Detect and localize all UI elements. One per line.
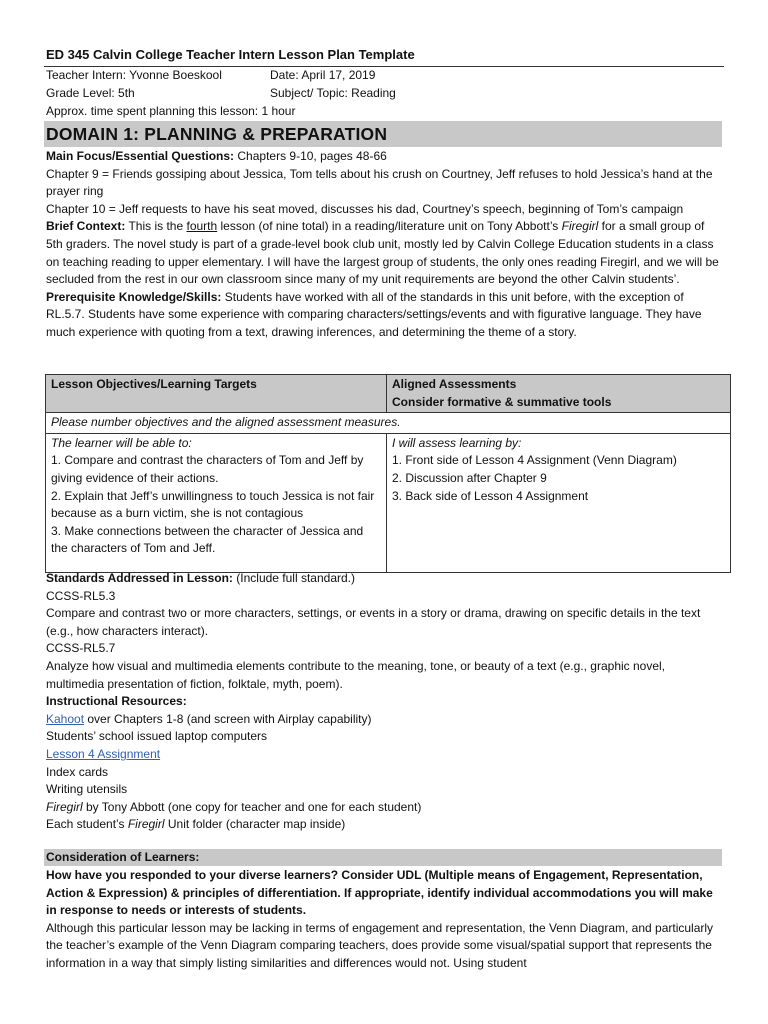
resource-firegirl <box>46 799 726 817</box>
objective-item: 3. Make connections between the character of Jessica and the characters of Tom and Jeff. <box>51 523 364 556</box>
objectives-table-header <box>46 375 731 413</box>
folder-text-rest: Unit folder (character map inside) <box>164 817 346 832</box>
standards-resources-section <box>46 570 726 834</box>
standard-text: Compare and contrast two or more characters, settings, or events in a story or drama, drawing on specific details in the text (e.g., how characters interact). <box>46 606 701 638</box>
document-title: ED 345 Calvin College Teacher Intern Lesson Plan Template <box>46 47 415 62</box>
standards-heading <box>46 570 726 588</box>
folder-firegirl-title: Firegirl <box>127 817 165 832</box>
standards-label: Standards Addressed in Lesson: <box>46 571 233 585</box>
standard-code: CCSS-RL5.7 <box>46 641 116 656</box>
chapter-10-summary: Chapter 10 = Jeff requests to have his seat moved, discusses his dad, Courtney’s speech, beginning of Tom’s campaign <box>46 201 684 216</box>
subject-topic: Subject/ Topic: Reading <box>270 86 396 100</box>
objective-item: 2. Explain that Jeff’s unwillingness to touch Jessica is not fair because as a burn victim, she is not contagious <box>51 488 375 521</box>
objectives-header: Lesson Objectives/Learning Targets <box>46 375 387 413</box>
objectives-table <box>45 374 731 573</box>
objective-item: 1. Compare and contrast the characters of Tom and Jeff by giving evidence of their actions. <box>51 453 364 485</box>
brief-context-text-3: for a small group of 5th graders. The novel study is part of a grade-level book club unit, mostly led by Calvin College Education students in a class on teaching reading to upper elementary. I will have the largest group of students, the only ones reading Firegirl, and we will be secluded from the rest in our own classroom since many of my unit requirements are beyond the other Calvin students’. <box>46 219 719 287</box>
grade-level: Grade Level: 5th <box>46 86 135 100</box>
firegirl-title: Firegirl <box>561 219 599 234</box>
teacher-intern: Teacher Intern: Yvonne Boeskool <box>46 68 222 82</box>
standard-code: CCSS-RL5.3 <box>46 588 116 603</box>
objectives-cell <box>46 433 387 572</box>
assessments-header-sub: Consider formative & summative tools <box>392 394 612 409</box>
prerequisite-label: Prerequisite Knowledge/Skills: <box>46 289 222 304</box>
learners-response: Although this particular lesson may be lacking in terms of engagement and representation, the Venn Diagram, and particularly the teacher’s example of the Venn Diagram comparing teachers, does provide some visual/spatial support that represents the information in a way that simply listing similarities and differences would not. Using student <box>46 920 714 970</box>
resource-item: Index cards <box>46 764 109 779</box>
resources-label: Instructional Resources: <box>46 694 187 709</box>
main-focus-label: Main Focus/Essential Questions: <box>46 149 235 163</box>
brief-context-label: Brief Context: <box>46 219 126 234</box>
assessment-item: 1. Front side of Lesson 4 Assignment (Venn Diagram) <box>392 453 677 468</box>
brief-context-text-1: This is the <box>125 219 187 234</box>
planning-section <box>46 148 722 342</box>
resource-folder <box>46 816 726 834</box>
kahoot-text: over Chapters 1-8 (and screen with Airplay capability) <box>84 711 372 726</box>
resource-item: Writing utensils <box>46 782 128 797</box>
prerequisite-knowledge <box>46 289 722 342</box>
learners-question: How have you responded to your diverse learners? Consider UDL (Multiple means of Engagement, Representation, Action & Expression) & principles of differentiation. If appropriate, identify individual accommodations you will make in response to needs or interests of students. <box>46 868 713 918</box>
firegirl-book-text: by Tony Abbott (one copy for teacher and one for each student) <box>82 799 422 814</box>
brief-context-text-2: lesson (of nine total) in a reading/literature unit on Tony Abbott’s <box>217 219 562 234</box>
lesson-date: Date: April 17, 2019 <box>270 68 376 82</box>
numbering-note: Please number objectives and the aligned assessment measures. <box>46 413 731 434</box>
assessments-header <box>387 375 731 413</box>
learner-intro: The learner will be able to: <box>51 435 192 450</box>
assess-intro: I will assess learning by: <box>392 435 522 450</box>
fourth-underlined: fourth <box>186 219 218 234</box>
firegirl-book-title: Firegirl <box>46 799 83 814</box>
standards-note: (Include full standard.) <box>232 571 355 585</box>
learners-section <box>46 867 726 973</box>
assessment-item: 3. Back side of Lesson 4 Assignment <box>392 488 589 503</box>
planning-time: Approx. time spent planning this lesson: 1 hour <box>46 104 296 118</box>
main-focus-value: Chapters 9-10, pages 48-66 <box>234 149 387 163</box>
lesson-header <box>46 67 722 121</box>
prerequisite-text: Students have worked with all of the standards in this unit before, with the exception of RL.5.7. Students have some experience with comparing characters/settings/events and with figurative language. They have much experience with quoting from a text, drawing inferences, and determining the theme of a story. <box>46 289 702 339</box>
assessment-item: 2. Discussion after Chapter 9 <box>392 470 547 485</box>
main-focus <box>46 148 722 166</box>
domain-heading: DOMAIN 1: PLANNING & PREPARATION <box>44 121 722 147</box>
brief-context <box>46 218 722 288</box>
learners-heading: Consideration of Learners: <box>44 849 722 866</box>
assessments-cell <box>387 433 731 572</box>
assessments-header-title: Aligned Assessments <box>392 377 517 391</box>
kahoot-link[interactable]: Kahoot <box>46 711 85 726</box>
lesson-4-assignment-link[interactable]: Lesson 4 Assignment <box>46 746 161 761</box>
resource-kahoot <box>46 711 726 729</box>
resource-item: Students’ school issued laptop computers <box>46 729 268 744</box>
standard-text: Analyze how visual and multimedia elements contribute to the meaning, tone, or beauty of a text (e.g., graphic novel, multimedia presentation of fiction, folktale, myth, poem). <box>46 658 666 691</box>
chapter-9-summary: Chapter 9 = Friends gossiping about Jessica, Tom tells about his crush on Courtney, Jeff refuses to hold Jessica’s hand at the prayer ring <box>46 166 713 199</box>
folder-text-pre: Each student’s <box>46 817 128 832</box>
